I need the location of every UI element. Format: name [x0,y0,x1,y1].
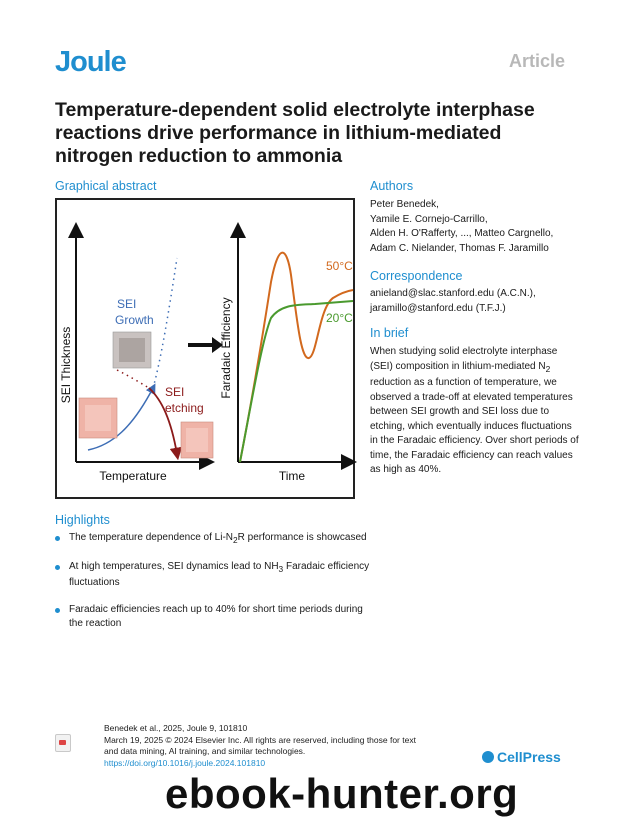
author-line: Adam C. Nielander, Thomas F. Jaramillo [370,242,549,254]
left-y-label: SEI Thickness [59,326,73,404]
watermark: ebook-hunter.org [165,770,519,817]
right-x-label: Time [278,469,306,483]
publisher-logo [482,749,561,765]
paper-title [55,99,575,168]
sei-growth-label-1: SEI [117,297,137,311]
title-line: Temperature-dependent solid electrolyte interphase [55,99,535,121]
cellpress-icon [482,751,494,763]
sei-etching-label-1: SEI [165,385,185,399]
highlight-item [55,560,375,591]
sample-photo-growth [113,332,151,368]
highlight-item [55,603,375,632]
rights-line: March 19, 2025 © 2024 Elsevier Inc. All rights are reserved, including those for text [104,734,416,745]
sei-growth-dotted [153,258,177,388]
doi-link[interactable]: https://doi.org/10.1016/j.joule.2024.101810 [104,757,266,768]
highlights-list [55,531,375,644]
graphical-abstract-heading: Graphical abstract [55,179,157,193]
subscript: 2 [233,535,238,545]
highlight-item [55,531,375,548]
check-for-updates-icon[interactable] [55,734,71,752]
citation-footer [104,723,434,769]
rights-line: and data mining, AI training, and similar technologies. [104,746,306,756]
correspondence-heading: Correspondence [370,269,463,283]
email-link[interactable]: jaramillo@stanford.edu (T.F.J.) [370,302,506,314]
title-line: nitrogen reduction to ammonia [55,145,343,167]
sei-etching-label-2: etching [165,401,204,415]
email-link[interactable]: anieland@slac.stanford.edu (A.C.N.), [370,288,536,299]
sample-photo-pink-right [181,422,213,458]
author-line: Yamile E. Cornejo-Carrillo, [370,213,488,225]
subscript: 2 [545,363,551,374]
fe-label-20c: 20°C [326,311,353,325]
graphical-abstract [55,198,355,499]
authors-heading: Authors [370,179,414,193]
highlight-text: The temperature dependence of Li-N [69,532,233,543]
subscript: 3 [278,563,284,574]
correspondence-emails [370,287,575,316]
citation-line: Benedek et al., 2025, Joule 9, 101810 [104,723,248,733]
fe-curve-20c [240,301,353,462]
highlight-text: At high temperatures, SEI dynamics lead to NH [69,560,279,572]
author-list [370,198,575,256]
left-x-label: Temperature [99,469,167,483]
author-line: Peter Benedek, [370,199,439,210]
right-y-label: Faradaic Efficiency [219,297,233,399]
journal-logo: Joule [55,46,126,78]
sample-photo-pink-left [79,398,117,438]
highlight-text: Faradaic efficiency fluctuations [69,560,370,588]
publisher-name: CellPress [497,749,561,765]
article-type-label: Article [508,51,565,71]
in-brief-part: reduction as a function of temperature, we observed a trade-off at elevated temperatures between SEI growth and SEI loss due to etching, which eventually induces fluctuations in the Faradaic efficiency. Over short periods of time, the Faradaic efficiency can reach values as high as 40%. [370,377,579,475]
in-brief-text [370,345,580,478]
transition-arrow-icon [188,337,223,353]
highlights-heading: Highlights [55,513,110,527]
sei-etching-dotted [117,370,149,388]
author-line: Alden H. O'Rafferty, ..., Matteo Cargnello, [370,228,554,239]
in-brief-part: When studying solid electrolyte interphase (SEI) composition in lithium-mediated N [370,346,558,372]
title-line: reactions drive performance in lithium-mediated [55,122,502,144]
bullet-icon [55,608,60,613]
fe-curve-50c [240,253,353,462]
in-brief-heading: In brief [370,326,409,340]
fe-label-50c: 50°C [326,259,353,273]
highlight-text: Faradaic efficiencies reach up to 40% for short time periods during the reaction [69,603,363,629]
highlight-text: R performance is showcased [237,532,367,543]
bullet-icon [55,536,60,541]
bullet-icon [55,565,60,570]
sei-growth-label-2: Growth [115,313,154,327]
